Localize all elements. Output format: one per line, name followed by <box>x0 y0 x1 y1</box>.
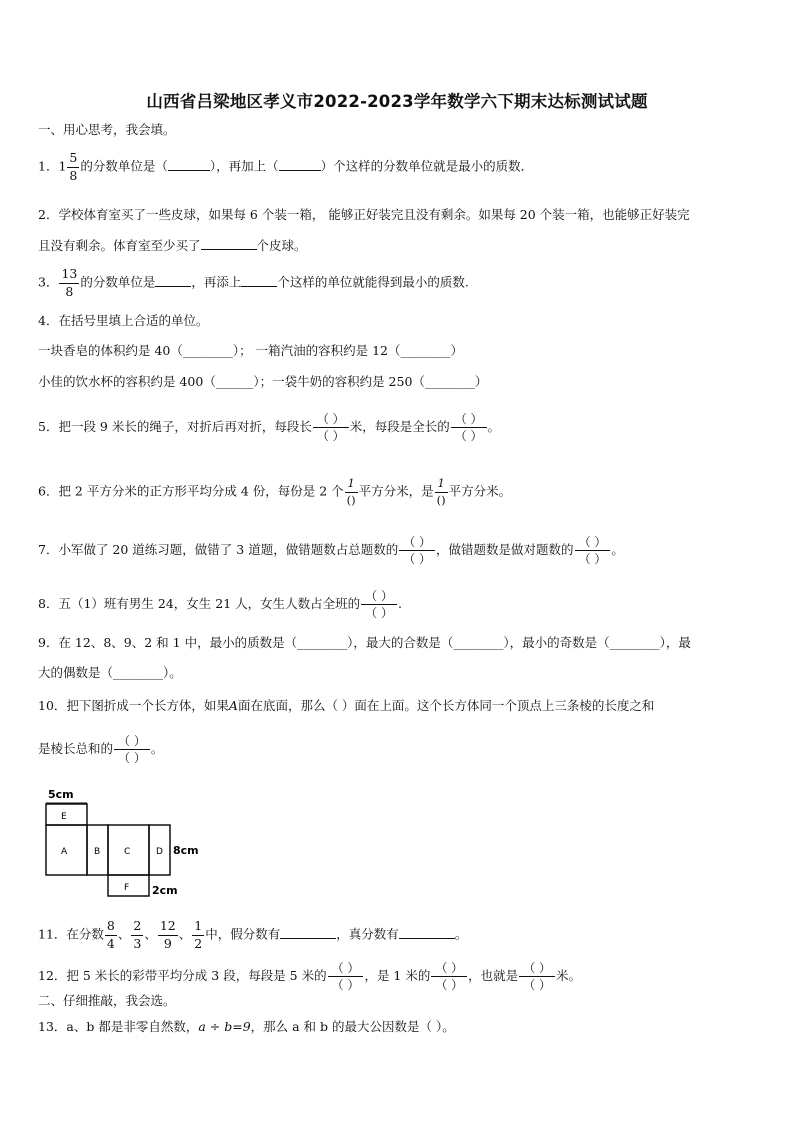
q7-fraction-2[interactable]: $\frac{( )}{( )}$ <box>575 536 611 565</box>
face-f-label: F <box>124 883 130 893</box>
question-8 <box>38 590 402 619</box>
q5-fraction-1[interactable]: $\frac{( )}{( )}$ <box>313 413 349 442</box>
q7-text-2: ，做错题数是做对题数的 <box>436 542 574 557</box>
q10-text-4: 。 <box>150 741 164 756</box>
question-4-line-1: 4．在括号里填上合适的单位。 <box>38 313 209 328</box>
question-6 <box>38 478 511 506</box>
question-4-line-2: 一块香皂的体积约是 40（________）； 一箱汽油的容积约是 12（________） <box>38 343 463 358</box>
q12-fraction-1[interactable]: $\frac{( )}{( )}$ <box>328 962 364 991</box>
q6-text-3: 平方分米。 <box>448 483 512 499</box>
q2-blank[interactable] <box>201 237 257 250</box>
q1-numerator: 5 <box>69 150 78 165</box>
q8-fraction[interactable]: $\frac{( )}{( )}$ <box>361 590 397 619</box>
q1-text-2: ），再加上（ <box>209 158 279 174</box>
q13-text-1: 13．a、b 都是非零自然数， <box>38 1019 199 1034</box>
q11-text-3: ，真分数有 <box>336 926 399 942</box>
q3-denominator: 8 <box>65 283 74 299</box>
dim-right-label: 8cm <box>173 844 199 857</box>
q1-blank-2[interactable] <box>279 158 321 171</box>
q11-fraction-3: $\frac{12}{9}$ <box>159 918 176 951</box>
q10-fraction[interactable]: $\frac{( )}{( )}$ <box>114 735 150 764</box>
face-b-label: B <box>94 847 101 857</box>
question-13 <box>38 1018 455 1036</box>
q3-number: 3． <box>38 274 59 290</box>
q12-text-3: ，也就是 <box>468 968 519 983</box>
q12-text-2: ，是 1 米的 <box>364 968 431 983</box>
face-e-label: E <box>61 812 67 822</box>
q1-denominator: 8 <box>69 167 78 183</box>
q13-text-2: ，那么 a 和 b 的最大公因数是（ ）。 <box>250 1019 455 1034</box>
dim-top-label: 5cm <box>48 788 74 801</box>
question-9-line-1: 9．在 12、8、9、2 和 1 中，最小的质数是（________），最大的合数是（________），最小的奇数是（________），最 <box>38 635 691 650</box>
question-10-line-1 <box>38 697 654 715</box>
question-2-line-2 <box>38 237 307 255</box>
q1-blank-1[interactable] <box>168 158 210 171</box>
section-heading-2: 二、仔细推敲，我会选。 <box>38 993 176 1008</box>
q1-text-3: ）个这样的分数单位就是最小的质数． <box>320 158 534 174</box>
q11-text-4: 。 <box>454 926 468 942</box>
q7-text-1: 7．小军做了 20 道练习题，做错了 3 道题，做错题数占总题数的 <box>38 542 399 557</box>
q6-fraction-2[interactable]: $\frac{1}{()}$ <box>436 476 446 507</box>
q12-fraction-3[interactable]: $\frac{( )}{( )}$ <box>519 962 555 991</box>
q7-fraction-1[interactable]: $\frac{( )}{( )}$ <box>399 536 435 565</box>
q11-fraction-4: $\frac{1}{2}$ <box>194 918 203 951</box>
question-1 <box>38 152 533 182</box>
q10-face: A <box>228 698 238 713</box>
q7-text-3: 。 <box>611 542 624 557</box>
q10-text-3: 是棱长总和的 <box>38 741 114 756</box>
q5-text-3: 。 <box>487 419 501 434</box>
question-7 <box>38 536 624 565</box>
question-4-line-3: 小佳的饮水杯的容积约是 400（______）；一袋牛奶的容积约是 250（________） <box>38 374 488 389</box>
question-2-line-1: 2．学校体育室买了一些皮球，如果每 6 个装一箱， 能够正好装完且没有剩余。如果每 20 个装一箱，也能够正好装完 <box>38 207 690 222</box>
page-title: 山西省吕梁地区孝义市2022-2023学年数学六下期末达标测试试题 <box>146 92 648 111</box>
q11-text-1: 11．在分数 <box>38 926 104 942</box>
q3-text-2: ，再添上 <box>191 274 242 290</box>
dim-bottom-label: 2cm <box>152 884 178 897</box>
q3-text-1: 的分数单位是 <box>80 274 156 290</box>
question-10-line-2 <box>38 735 163 764</box>
face-c-label: C <box>124 847 131 857</box>
q8-text-1: 8．五（1）班有男生 24，女生 21 人，女生人数占全班的 <box>38 596 361 611</box>
q1-fraction <box>67 152 79 182</box>
question-11: 11．在分数 $\frac{8}{4}$ 、 $\frac{2}{3}$ 、 $\frac{12}{9}$ 、 $\frac{1}{2}$ 中，假分数有 ，真分数有 。 <box>38 918 468 951</box>
q10-text-1: 10．把下图折成一个长方体，如果 <box>38 698 229 713</box>
question-3 <box>38 268 469 298</box>
q3-numerator: 13 <box>61 266 78 281</box>
q3-text-3: 个这样的单位就能得到最小的质数. <box>277 274 469 290</box>
q11-fraction-1: $\frac{8}{4}$ <box>106 918 115 951</box>
q5-text-2: 米，每段是全长的 <box>349 419 450 434</box>
q3-fraction <box>59 268 79 298</box>
q11-fraction-2: $\frac{2}{3}$ <box>133 918 142 951</box>
q6-fraction-1[interactable]: $\frac{1}{()}$ <box>346 476 356 507</box>
q5-fraction-2[interactable]: $\frac{( )}{( )}$ <box>451 413 487 442</box>
q12-text-1: 12．把 5 米长的彩带平均分成 3 段，每段是 5 米的 <box>38 968 327 983</box>
q2-text-2: 个皮球。 <box>256 238 307 253</box>
q6-text-1: 6．把 2 平方分米的正方形平均分成 4 份，每份是 2 个 <box>38 483 344 499</box>
q3-blank-1[interactable] <box>155 274 191 287</box>
q12-fraction-2[interactable]: $\frac{( )}{( )}$ <box>431 962 467 991</box>
q12-text-4: 米。 <box>556 968 582 983</box>
face-d-label: D <box>156 847 163 857</box>
question-9-line-2: 大的偶数是（________）。 <box>38 665 182 680</box>
q11-blank-2[interactable] <box>399 926 455 939</box>
q1-number: 1． <box>38 158 59 174</box>
q2-text-1: 且没有剩余。体育室至少买了 <box>38 238 201 253</box>
q11-blank-1[interactable] <box>280 926 336 939</box>
q10-text-2: 面在底面，那么（ ）面在上面。这个长方体同一个顶点上三条棱的长度之和 <box>237 698 655 713</box>
q1-text-1: 的分数单位是（ <box>80 158 168 174</box>
q11-text-2: 中，假分数有 <box>205 926 281 942</box>
q3-blank-2[interactable] <box>241 274 277 287</box>
q1-whole: 1 <box>58 158 67 174</box>
face-a-label: A <box>61 847 68 857</box>
cuboid-net-figure <box>36 782 216 900</box>
question-12 <box>38 962 581 991</box>
q6-text-2: 平方分米，是 <box>358 483 434 499</box>
section-heading-1: 一、用心思考，我会填。 <box>38 122 176 137</box>
q13-expression: a ÷ b=9 <box>198 1019 251 1034</box>
q8-text-2: . <box>397 596 402 611</box>
q5-text-1: 5．把一段 9 米长的绳子，对折后再对折，每段长 <box>38 419 312 434</box>
question-5 <box>38 413 500 442</box>
